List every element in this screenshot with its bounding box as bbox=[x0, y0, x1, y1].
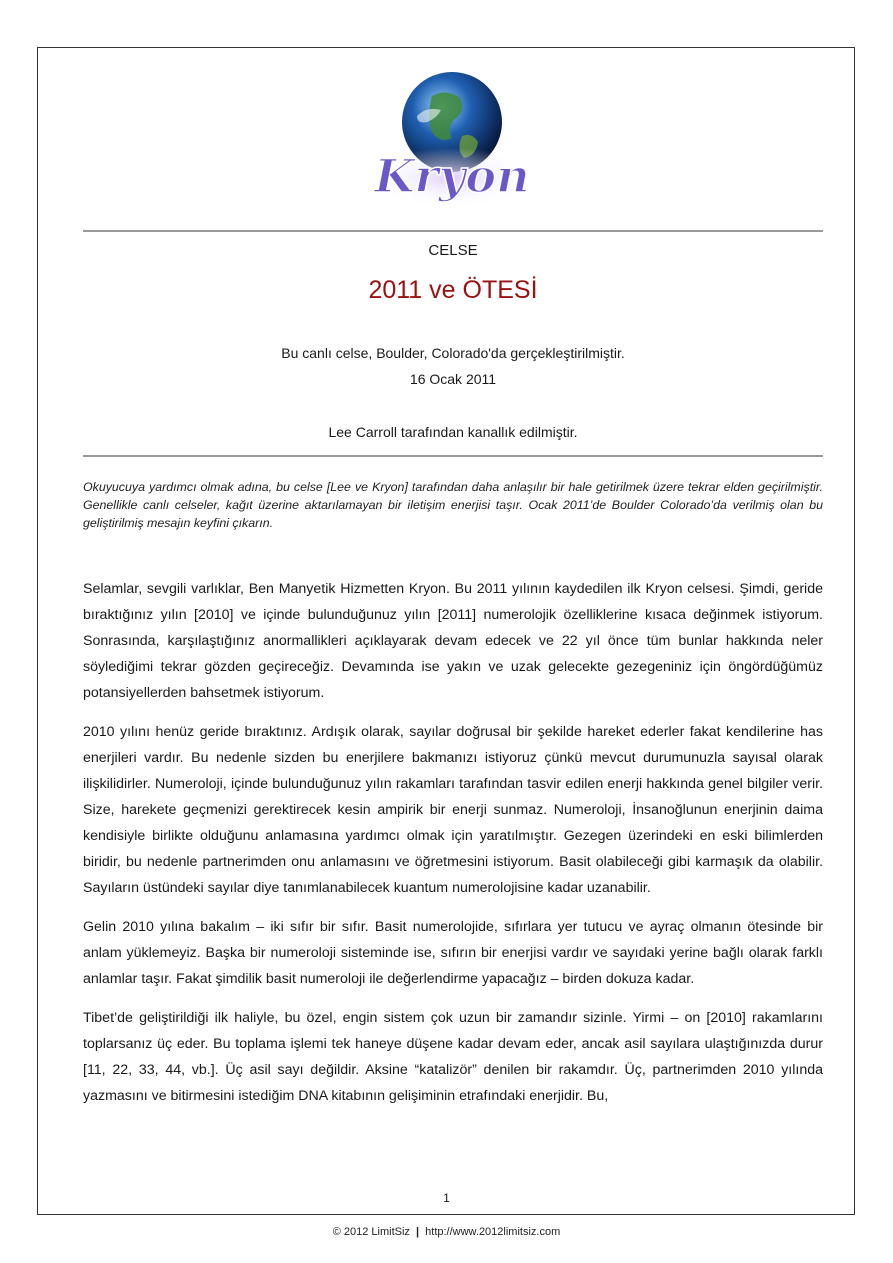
section-label: CELSE bbox=[428, 242, 478, 259]
location-line: Bu canlı celse, Boulder, Colorado'da gerçekleştirilmiştir. bbox=[281, 345, 625, 361]
footer bbox=[0, 1226, 893, 1238]
page-number: 1 bbox=[443, 1191, 450, 1205]
paragraph: Tibet’de geliştirildiği ilk haliyle, bu özel, engin sistem çok uzun bir zamandır sizinle. Yirmi – on [2010] rakamlarını toplarsanız üç eder. Bu toplama işlemi tek haneye düşene kadar devam eder, ancak asil sayılara ulaştığınızda durur [11, 22, 33, 44, vb.]. Üç asil sayı değildir. Aksine “katalizör” denilen bir rakamdır. Üç, partnerimden 2010 yılında yazmasını ve bitirmesini istediğim DNA kitabının gelişiminin etrafındaki enerjidir. Bu, bbox=[83, 1010, 823, 1104]
date-line: 16 Ocak 2011 bbox=[409, 371, 497, 387]
footer-separator: | bbox=[416, 1226, 420, 1238]
channel-line: Lee Carroll tarafından kanallık edilmiştir. bbox=[328, 424, 578, 440]
footer-url[interactable]: http://www.2012limitsiz.com bbox=[425, 1226, 561, 1238]
footer-copyright: © 2012 LimitSiz bbox=[332, 1226, 410, 1238]
kryon-logo bbox=[362, 66, 542, 216]
header-divider-bottom bbox=[83, 455, 823, 457]
paragraph: Selamlar, sevgili varlıklar, Ben Manyetik Hizmetten Kryon. Bu 2011 yılının kaydedilen ilk Kryon celsesi. Şimdi, geride bıraktığınız yılın [2010] ve içinde bulunduğunuz yılın [2011] numerolojik özelliklerine kısaca değinmek istiyorum. Sonrasında, karşılaştığınız anormallikleri açıklayarak devam edecek ve 22 yıl önce tüm bunlar hakkında neler söylediğimi tekrar gözden geçireceğiz. Devamında ise yakın ve uzak gelecekte gezegeniniz için öngördüğümüz potansiyellerden bahsetmek istiyorum. bbox=[83, 581, 823, 701]
paragraph: Gelin 2010 yılına bakalım – iki sıfır bir sıfır. Basit numerolojide, sıfırlara yer tutucu ve ayraç olmanın ötesinde bir anlam yüklemeyiz. Başka bir numeroloji sisteminde ise, sıfırın bir enerjisi vardır ve sayıdaki yerine bağlı olarak farklı anlamlar taşır. Fakat şimdilik basit numeroloji ile değerlendirme yapacağız – birden dokuza kadar. bbox=[83, 919, 823, 987]
logo-wordmark: Kryon bbox=[374, 149, 530, 203]
page-title: 2011 ve ÖTESİ bbox=[368, 276, 538, 304]
intro-note: Okuyucuya yardımcı olmak adına, bu celse [Lee ve Kryon] tarafından daha anlaşılır bir hale getirilmek üzere tekrar elden geçirilmiştir. Genellikle canlı celseler, kağıt üzerine aktarılamayan bir iletişim enerjisi taşır. Ocak 2011’de Boulder Colorado’da verilmiş olan bu geliştirilmiş mesajın keyfini çıkarın. bbox=[83, 480, 823, 530]
body-text bbox=[83, 576, 823, 1122]
paragraph: 2010 yılını henüz geride bıraktınız. Ardışık olarak, sayılar doğrusal bir şekilde hareket ederler fakat kendilerine has enerjileri vardır. Bu nedenle sizden bu enerjilere bakmanızı istiyoruz çünkü mevcut durumunuzla sayısal olarak ilişkilidirler. Numeroloji, içinde bulunduğunuz yılın rakamları tarafından tasvir edilen enerji hakkında genel bilgiler verir. Size, harekete geçmenizi gerektirecek kesin ampirik bir enerji sunmaz. Numeroloji, İnsanoğlunun enerjinin daima kendisiyle birlikte olduğunu anlamasına yardımcı olmak için yaratılmıştır. Gezegen üzerindeki en eski bilimlerden biridir, bu nedenle partnerimden onu anlamasını ve öğretmesini istiyorum. Basit olabileceği gibi karmaşık da olabilir. Sayıların üstündeki sayılar diye tanımlanabilecek kuantum numerolojisine kadar uzanabilir. bbox=[83, 724, 823, 896]
header-divider-top bbox=[83, 230, 823, 232]
